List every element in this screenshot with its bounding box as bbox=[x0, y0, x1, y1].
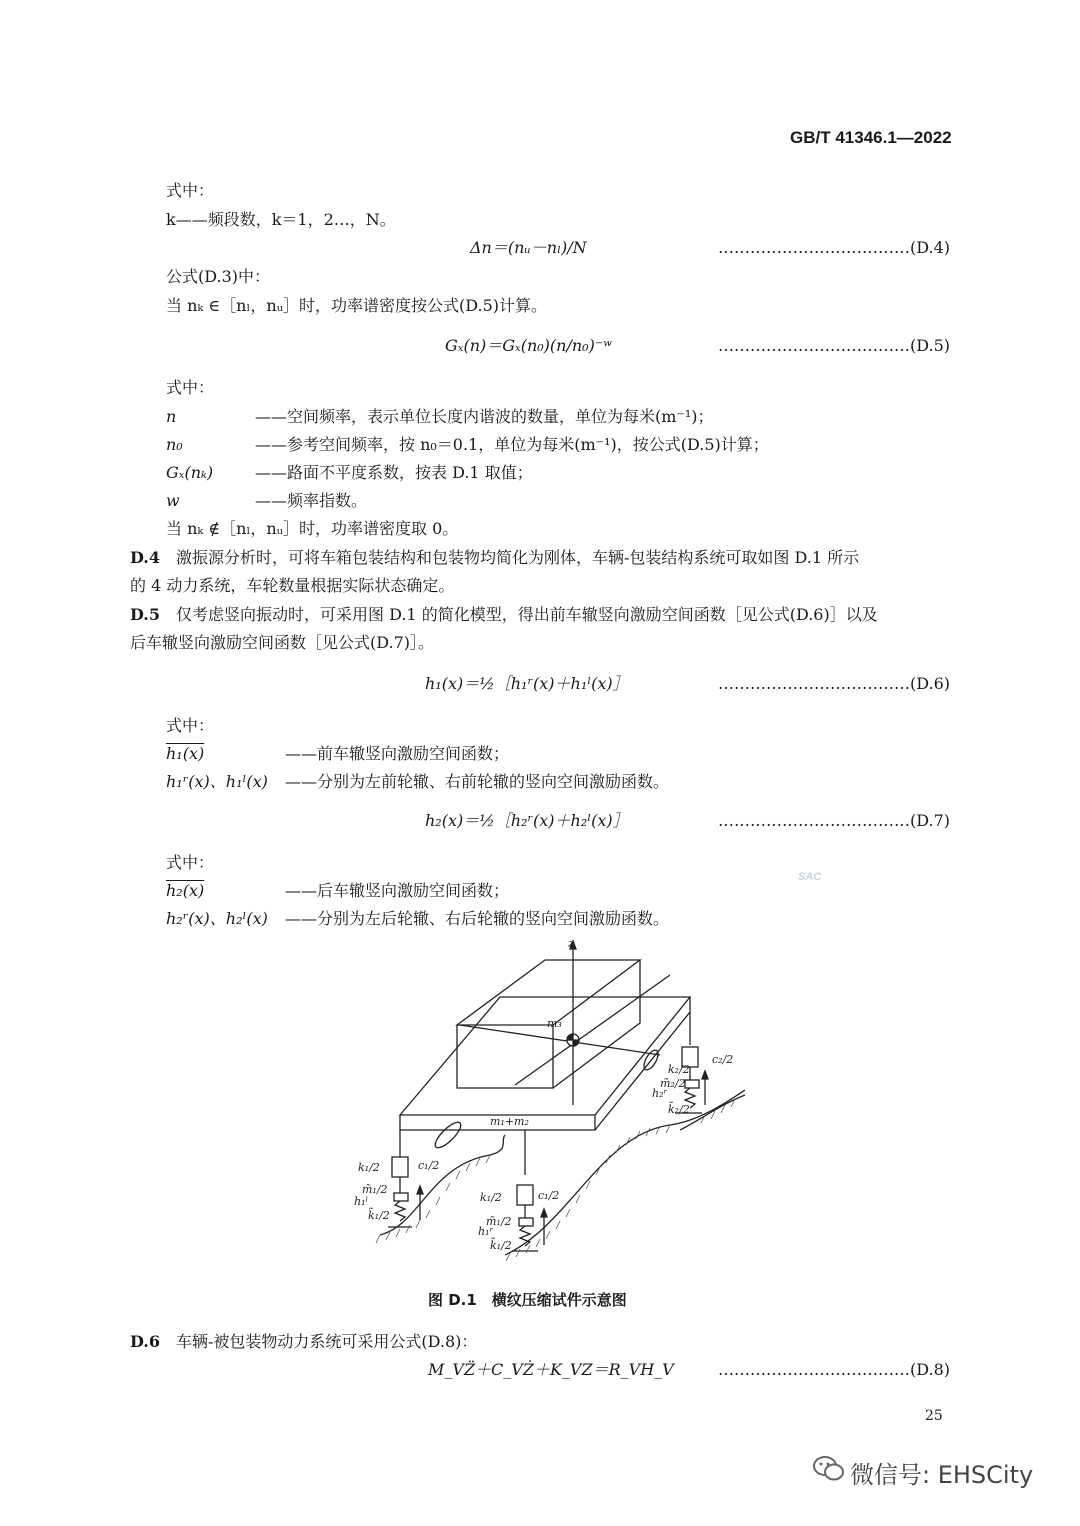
box-front bbox=[457, 1025, 553, 1088]
c1-right-label: c₁/2 bbox=[538, 1189, 560, 1202]
definition-text: ——路面不平度系数，按表 D.1 取值； bbox=[255, 463, 533, 482]
wechat-icon bbox=[812, 1454, 846, 1484]
clause-text: 仅考虑竖向振动时，可采用图 D.1 的简化模型，得出前车辙竖向激励空间函数［见公式(D.6)］以及 bbox=[176, 605, 878, 624]
text-line: k——频段数，k＝1，2…，N。 bbox=[166, 210, 396, 229]
longitudinal-axis bbox=[515, 975, 670, 1085]
platform-top bbox=[400, 997, 690, 1115]
sac-watermark: SAC bbox=[798, 871, 822, 883]
definition-text: ——频率指数。 bbox=[255, 491, 368, 510]
definition-symbol: n bbox=[166, 407, 177, 426]
text-line: 式中： bbox=[166, 181, 215, 200]
k1-right-label: k₁/2 bbox=[480, 1191, 502, 1204]
kk2-label: k̃₂/2 bbox=[668, 1103, 690, 1116]
h1-left-label: h₁ˡ bbox=[354, 1195, 369, 1208]
definition-symbol: w bbox=[166, 491, 180, 510]
m1m2-label: m₁+m₂ bbox=[490, 1115, 529, 1128]
definition-symbol: h₂ʳ(x)、h₂ˡ(x) bbox=[166, 909, 268, 928]
definition-text: ——参考空间频率，按 n₀＝0.1，单位为每米(m⁻¹)，按公式(D.5)计算； bbox=[255, 435, 769, 454]
clause-text: 激振源分析时，可将车箱包装结构和包装物均简化为刚体，车辆-包装结构系统可取如图 D.1 所示 bbox=[176, 548, 860, 567]
equation-number: ………………………………(D.5) bbox=[718, 336, 951, 355]
equation-d8: M_VZ̈＋C_VŻ＋K_VZ＝R_VH_V bbox=[428, 1360, 674, 1379]
h1-right-label: h₁ʳ bbox=[478, 1225, 494, 1238]
equation-number: ………………………………(D.4) bbox=[718, 238, 951, 257]
m1-right-label: m̃₁/2 bbox=[486, 1215, 512, 1228]
equation-d5: Gₓ(n)＝Gₓ(n₀)(n/n₀)⁻ʷ bbox=[445, 336, 612, 355]
c2-label: c₂/2 bbox=[712, 1053, 734, 1066]
figure-caption: 图 D.1 横纹压缩试件示意图 bbox=[428, 1291, 627, 1309]
clause-text: 车辆-被包装物动力系统可采用公式(D.8)： bbox=[176, 1332, 478, 1351]
h2-label: h₂ʳ bbox=[652, 1087, 668, 1100]
definition-symbol: n₀ bbox=[166, 435, 183, 454]
m2-label: m̃₂/2 bbox=[660, 1077, 686, 1090]
equation-number: ………………………………(D.7) bbox=[718, 811, 951, 830]
clause-label: D.4 bbox=[130, 548, 161, 567]
page-number: 25 bbox=[925, 1408, 943, 1424]
text-line: 公式(D.3)中： bbox=[166, 267, 271, 286]
vehicle-model-diagram bbox=[340, 935, 760, 1275]
definition-text: ——后车辙竖向激励空间函数； bbox=[285, 881, 510, 900]
definition-text: ——分别为左后轮辙、右后轮辙的竖向空间激励函数。 bbox=[285, 909, 670, 928]
text-line: 式中： bbox=[166, 378, 215, 397]
definition-text: ——空间频率，表示单位长度内谐波的数量，单位为每米(m⁻¹)； bbox=[255, 407, 714, 426]
equation-d4: Δn＝(nᵤ－nₗ)/N bbox=[470, 238, 587, 257]
z-label: z bbox=[568, 937, 574, 950]
watermark-text: 微信号: EHSCity bbox=[850, 1461, 1034, 1489]
m1-left-label: m̃₁/2 bbox=[362, 1183, 388, 1196]
definition-text: ——分别为左前轮辙、右前轮辙的竖向空间激励函数。 bbox=[285, 772, 670, 791]
definition-symbol: Gₓ(nₖ) bbox=[166, 463, 214, 482]
clause-label: D.5 bbox=[130, 605, 161, 624]
equation-number: ………………………………(D.6) bbox=[718, 674, 951, 693]
k1-left-label: k₁/2 bbox=[358, 1161, 380, 1174]
kk1-right-label: k̃₁/2 bbox=[490, 1239, 512, 1252]
definition-symbol: h₁ʳ(x)、h₁ˡ(x) bbox=[166, 772, 268, 791]
definition-symbol: h₂(x) bbox=[166, 881, 205, 900]
equation-number: ………………………………(D.8) bbox=[718, 1360, 951, 1379]
text-line: 当 nₖ ∈［nₗ，nᵤ］时，功率谱密度按公式(D.5)计算。 bbox=[166, 296, 548, 315]
clause-text: 的 4 动力系统，车轮数量根据实际状态确定。 bbox=[130, 576, 455, 595]
definition-symbol: h₁(x) bbox=[166, 744, 205, 763]
text-line: 式中： bbox=[166, 716, 215, 735]
m3-label: m₃ bbox=[547, 1017, 562, 1030]
c1-left-label: c₁/2 bbox=[418, 1159, 440, 1172]
k2-label: k₂/2 bbox=[668, 1063, 690, 1076]
definition-text: ——前车辙竖向激励空间函数； bbox=[285, 744, 510, 763]
text-line: 式中： bbox=[166, 853, 215, 872]
clause-label: D.6 bbox=[130, 1332, 161, 1351]
equation-d7: h₂(x)＝½［h₂ʳ(x)＋h₂ˡ(x)］ bbox=[425, 811, 629, 830]
equation-d6: h₁(x)＝½［h₁ʳ(x)＋h₁ˡ(x)］ bbox=[425, 674, 629, 693]
roll-rotation-icon bbox=[432, 1119, 465, 1152]
text-line: 当 nₖ ∉［nₗ，nᵤ］时，功率谱密度取 0。 bbox=[166, 519, 459, 538]
document-number: GB/T 41346.1—2022 bbox=[790, 128, 952, 147]
clause-text: 后车辙竖向激励空间函数［见公式(D.7)］。 bbox=[130, 633, 435, 652]
box-side bbox=[553, 960, 640, 1088]
kk1-left-label: k̃₁/2 bbox=[368, 1209, 390, 1222]
